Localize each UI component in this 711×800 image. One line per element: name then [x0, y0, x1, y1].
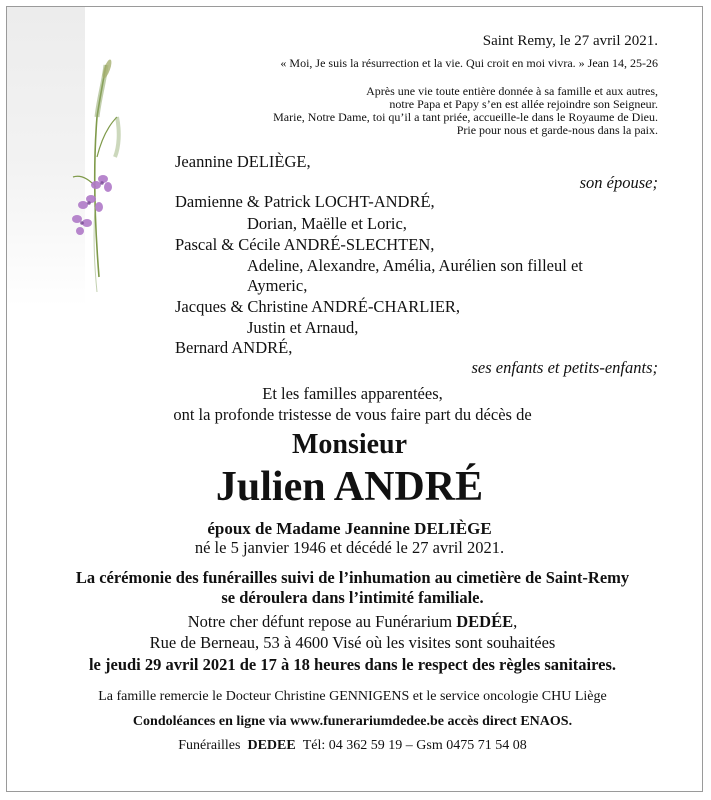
- visit-location-suffix: ,: [513, 612, 518, 631]
- contact-line: [6, 738, 701, 754]
- family-line: Adeline, Alexandre, Amélia, Aurélien son filleul et: [247, 256, 583, 275]
- family-line: Damienne & Patrick LOCHT-ANDRÉ,: [175, 192, 435, 211]
- contact-company: DEDEE: [247, 738, 296, 753]
- family-line: Justin et Arnaud,: [247, 318, 359, 337]
- family-line: Aymeric,: [247, 276, 308, 295]
- contact-phones: Tél: 04 362 59 19 – Gsm 0475 71 54 08: [302, 738, 527, 753]
- flower-icon: [7, 7, 137, 307]
- related-families: Et les familles apparentées,: [262, 384, 443, 403]
- prayer-line: notre Papa et Papy s’en est allée rejoindre son Seigneur.: [389, 97, 658, 111]
- deceased-title: Monsieur: [291, 429, 408, 460]
- spouse-role: son épouse;: [579, 173, 658, 192]
- visit-location-text: Notre cher défunt repose au Funérarium: [187, 612, 457, 631]
- family-line: Pascal & Cécile ANDRÉ-SLECHTEN,: [175, 235, 435, 254]
- thanks-note: La famille remercie le Docteur Christine GENNIGENS et le service oncologie CHU Liège: [98, 689, 607, 704]
- spouse-name: Jeannine DELIÈGE,: [175, 152, 311, 171]
- family-line: Dorian, Maëlle et Loric,: [247, 214, 407, 233]
- ceremony-line: La cérémonie des funérailles suivi de l’inhumation au cimetière de Saint-Remy: [75, 568, 630, 587]
- children-role: ses enfants et petits-enfants;: [471, 358, 658, 377]
- family-line: Bernard ANDRÉ,: [175, 338, 293, 357]
- condolences-note: Condoléances en ligne via www.funerariumdedee.be accès direct ENAOS.: [132, 714, 573, 729]
- family-line: Jacques & Christine ANDRÉ-CHARLIER,: [175, 297, 461, 316]
- prayer-line: Marie, Notre Dame, toi qu’il a tant priée, accueille-le dans le Royaume de Dieu.: [273, 110, 658, 124]
- ceremony-line: se déroulera dans l’intimité familiale.: [221, 588, 484, 607]
- obituary-card: [6, 6, 703, 792]
- prayer-line: Prie pour nous et garde-nous dans la paix.: [456, 123, 658, 137]
- scripture-quote: « Moi, Je suis la résurrection et la vie. Qui croit en moi vivra. » Jean 14, 25-26: [280, 56, 658, 70]
- visit-address: Rue de Berneau, 53 à 4600 Visé où les visites sont souhaitées: [149, 633, 556, 652]
- deceased-name: Julien ANDRÉ: [215, 464, 484, 510]
- place-date: Saint Remy, le 27 avril 2021.: [482, 33, 658, 49]
- prayer-line: Après une vie toute entière donnée à sa famille et aux autres,: [366, 84, 658, 98]
- announcement: ont la profonde tristesse de vous faire part du décès de: [173, 405, 532, 424]
- funerarium-name: DEDÉE: [456, 612, 514, 631]
- contact-prefix: Funérailles: [178, 738, 241, 753]
- deceased-spouse: époux de Madame Jeannine DELIÈGE: [207, 519, 492, 538]
- deceased-dates: né le 5 janvier 1946 et décédé le 27 avril 2021.: [194, 538, 505, 557]
- visit-location: [6, 614, 701, 631]
- visit-time: le jeudi 29 avril 2021 de 17 à 18 heures dans le respect des règles sanitaires.: [88, 655, 617, 674]
- flower-decoration: [7, 7, 85, 307]
